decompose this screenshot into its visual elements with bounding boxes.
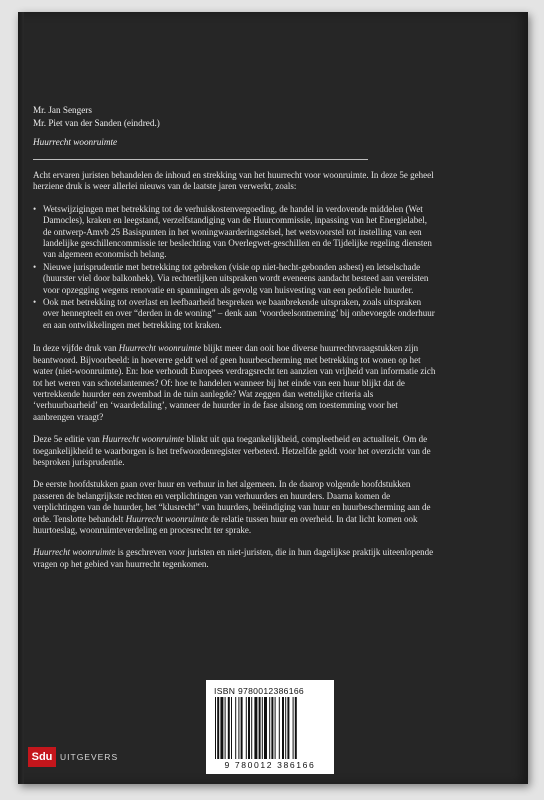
publisher-logo xyxy=(28,746,118,768)
paragraph-accessibility: Deze 5e editie van Huurrecht woonruimte blinkt uit qua toegankelijkheid, compleetheid en actualiteit. Om de toegankelijkheid te waarborgen is het trefwoordenregister verbeterd. Hetzelfde geldt voor het overzicht van de besproken jurisprudentie. xyxy=(33,434,431,467)
inline-title: Huurrecht woonruimte xyxy=(33,547,116,558)
barcode-box xyxy=(206,680,334,774)
author-name: Mr. Jan Sengers xyxy=(33,105,92,115)
author-list xyxy=(33,104,160,130)
book-title: Huurrecht woonruimte xyxy=(33,137,118,147)
spine-edge xyxy=(18,12,24,784)
editor-name: Mr. Piet van der Sanden (eindred.) xyxy=(33,118,160,128)
divider xyxy=(33,159,368,160)
publisher-name: UITGEVERS xyxy=(60,752,119,762)
paragraph-chapters: De eerste hoofdstukken gaan over huur en verhuur in het algemeen. In de daarop volgende hoofdstukken passeren de belangrijkste rechten en verplichtingen van verhuurders en huurders. Daarna komen de verplichtingen van de huurder, het “klusrecht” van huurders, beëindiging van huur en huurbescherming aan de orde. Tenslotte behandelt Huurrecht woonruimte de relatie tussen huur en overheid. In dat licht komen ook huurtoeslag, woonruimteverdeling en procesrecht ter sprake. xyxy=(33,479,431,535)
intro-paragraph: Acht ervaren juristen behandelen de inhoud en strekking van het huurrecht voor woonruimte. In deze 5e geheel herziene druk is weer allerlei nieuws van de laatste jaren verwerkt, zoals: xyxy=(33,170,434,192)
paragraph-audience: Huurrecht woonruimte is geschreven voor juristen en niet-juristen, die in hun dagelijkse praktijk uiteenlopende vragen op het gebied van huurrecht tegenkomen. xyxy=(33,547,434,569)
inline-title: Huurrecht woonruimte xyxy=(101,434,185,445)
blurb-text xyxy=(33,170,437,581)
book-back-cover xyxy=(18,12,528,784)
sdu-logo-icon: Sdu xyxy=(28,747,56,767)
paragraph-fifth-edition: In deze vijfde druk van Huurrecht woonruimte blijkt meer dan ooit hoe diverse huurrechtvraagstukken zijn beantwoord. Bijvoorbeeld: in hoeverre geldt wel of geen huurbescherming met betrekking tot wonen op het water (niet-woonruimte). En: hoe verhoudt Europees verdragsrecht ten aanzien van vrijheid van informatie zich tot het weren van schotelantennes? Of: hoe te handelen wanneer bij het einde van een huur blijkt dat de vertrekkende huurder een zwembad in de tuin aanlegde? Wat zeggen dan wettelijke criteria als ‘verhuurbaarheid’ en ‘waardedaling’, wanneer de huurder in de fase alsnog om toestemming voor het aanbrengen vraagt? xyxy=(33,343,436,422)
isbn-label: ISBN 9780012386166 xyxy=(214,686,304,696)
bullet-item: • Nieuwe jurisprudentie met betrekking tot gebreken (visie op niet-hecht-gebonden asbest) en letselschade (huurster viel door balkonhek). Via rechterlijken uitspraken wordt eveneens aandacht besteed aan vereisten voor opzegging wegens renovatie en spanningen als gevolg van huisvesting van een pedofiele huurder. xyxy=(33,262,437,296)
inline-title: Huurrecht woonruimte xyxy=(118,343,202,354)
inline-title: Huurrecht woonruimte xyxy=(125,513,209,524)
barcode-icon xyxy=(214,697,326,759)
ean-digits: 9 780012 386166 xyxy=(224,760,316,770)
bullet-item: • Wetswijzigingen met betrekking tot de verhuiskostenvergoeding, de handel in verdovende middelen (Wet Damocles), kraken en leegstand, verzelfstandiging van de Huurcommissie, inpassing van het Energielabel, de ontwerp-Amvb 25 Basispunten in het woningwaarderingstelsel, het wetsvoorstel tot instelling van een landelijke geschillencommissie ter beslechting van Overlegwet-geschillen en de Tijdelijke regeling diensten van algemeen economisch belang. xyxy=(33,204,437,261)
bullet-list xyxy=(33,204,437,331)
bullet-item: • Ook met betrekking tot overlast en leefbaarheid bespreken we baanbrekende uitspraken, zoals uitspraken over hennepteelt en over “derden in de woning” – denk aan ‘voordeelsontneming’ bij onbevoegde onderhuur en aan ontwikkelingen met betrekking tot kraken. xyxy=(33,297,437,331)
